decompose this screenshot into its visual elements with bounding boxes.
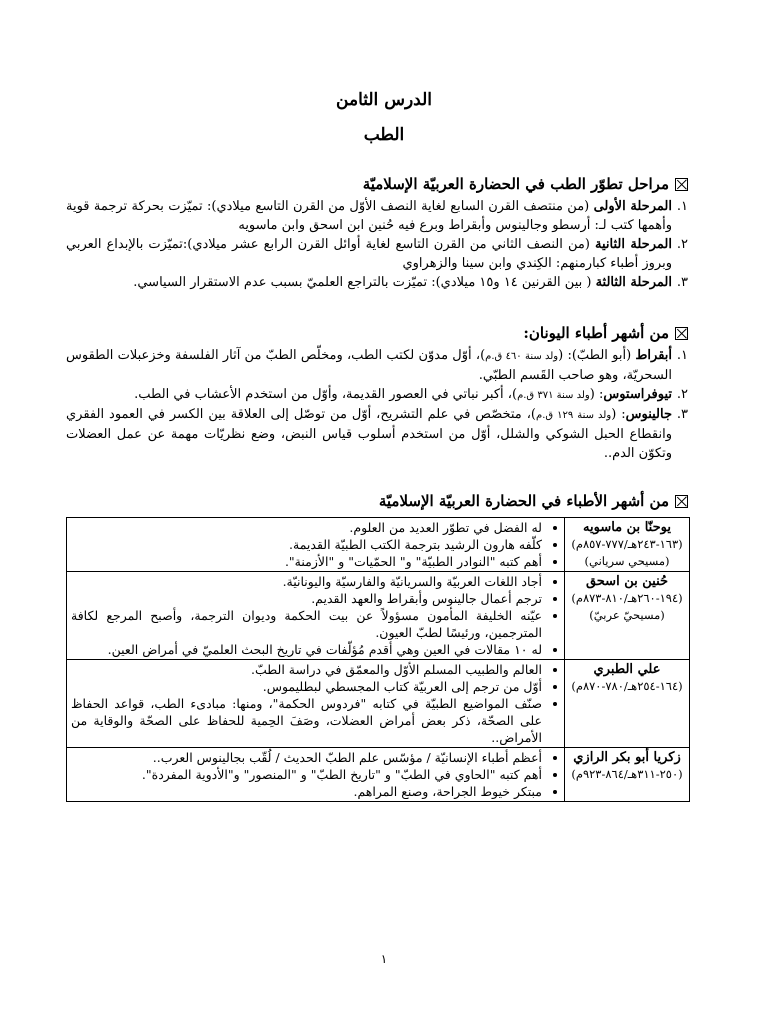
doctor-name: حُنين بن اسحق [585,574,669,589]
doctor-point: • ترجم أعمال جالينوس وأبقراط والعهد القديم. [71,590,542,607]
doctor-point: • أهم كتبه "الحاوي في الطبّ" و "تاريخ الطبّ" و "المنصور" و"الأدوية المفردة". [71,766,542,783]
list-item [66,273,688,292]
doctor-point: • له ١٠ مقالات في العين وهي أقدم مُؤلّفات في تاريخ البحث العلميّ في أمراض العين. [71,641,542,658]
table-row [67,748,690,802]
doctor-points-list [71,573,560,658]
section-heading: من أشهر الأطباء في الحضارة العربيّة الإسلاميّة [378,492,669,510]
doctor-name: علي الطبري [593,662,661,677]
item-birth-year: ولد سنة ١٢٩ ق.م [536,410,612,421]
item-text [66,385,672,405]
stages-list [66,197,688,292]
item-birth-year: ولد سنة ٣٧١ ق.م [517,390,590,401]
item-body: )، أوّل مدوّن لكتب الطب، ومخلّص الطبّ من آثار الفلسفة وخزعبلات الطقوس السحريّة، وهو صاحب القَسم الطبّي. [66,348,672,383]
section-stages [66,175,688,292]
item-body: (من منتصف القرن السابع لغاية النصف الأوّل من القرن التاسع ميلادي): تميّزت بحركة ترجمة قوية وأهمها كتب لـ: أرسطو وجالينوس وأبقراط وبرع فيه حُنين ابن اسحق وابن ماسويه [66,199,672,233]
doctor-dates: (١٩٤-٢٦٠هـ/٨١٠-٨٧٣م) (مسيحيّ عربيّ) [571,591,683,622]
section-heading: من أشهر أطباء اليونان: [523,324,669,342]
doctor-name-cell [565,518,690,572]
doctor-points-list [71,519,560,570]
section-greek-doctors [66,324,688,463]
item-body: ( بين القرنين ١٤ و١٥ ميلادي): تميّزت بالتراجع العلميّ بسبب عدم الاستقرار السياسي. [133,275,596,290]
doctor-points-list [71,661,560,746]
doctor-point: • عيّنه الخليفة المأمون مسؤولاً عن بيت الحكمة وديوان الترجمة، وأصبح المرجع لكافة المترجمين، ورئيسًا لطبّ العيون. [71,607,542,641]
item-number: ٢. [676,237,688,252]
doctor-dates: (١٦٤-٢٥٤هـ/٧٨٠-٨٧٠م) [571,679,683,693]
table-row [67,518,690,572]
doctor-point: • أجاد اللغات العربيّة والسريانيّة والفارسيّة واليونانيّة. [71,573,542,590]
doctor-dates: (١٦٣-٢٤٣هـ/٧٧٧-٨٥٧م) (مسيحي سرياني) [571,537,683,568]
page-number: ١ [380,952,388,966]
item-bold-label: جالينوس [625,407,672,422]
item-body: )، أكبر نباتي في العصور القديمة، وأوّل من استخدم الأعشاب في الطب. [134,387,518,402]
item-birth-year: ولد سنة ٤٦٠ ق.م [485,351,559,362]
item-bold-label: المرحلة الأولى [593,199,672,214]
item-text [66,235,672,273]
list-item [66,235,688,273]
item-bold-label: المرحلة الثالثة [595,275,672,290]
item-body: (من النصف الثاني من القرن التاسع لغاية أوائل القرن الرابع عشر ميلادي):تميّزت بالإبداع العربي وبروز أطباء كبارمنهم: الكِندي وابن سينا والزهراوي [66,237,672,271]
doctor-name-cell [565,572,690,660]
subject-title: الطب [363,125,405,145]
table-row [67,572,690,660]
item-text [66,405,672,463]
greek-doctors-list [66,346,688,463]
item-bold-label: تيوفراستوس [603,387,672,402]
item-pre: : ( [589,387,604,402]
doctor-dates: (٢٥٠-٣١١هـ/٨٦٤-٩٢٣م) [571,767,683,781]
doctor-name: زكريا أبو بكر الرازي [573,750,681,765]
doctor-points-cell [67,660,565,748]
doctor-point: • أعظم أطباء الإنسانيّة / مؤسّس علم الطبّ الحديث / لُقّب بجالينوس العرب.. [71,749,542,766]
list-item [66,405,688,463]
table-row [67,660,690,748]
item-number: ٣. [676,407,688,422]
doctor-name: يوحنّا بن ماسويه [583,520,671,535]
list-item [66,385,688,405]
doctor-point: • صنّف المواضيع الطبيّة في كتابه "فردوس الحكمة"، ومنها: مبادىء الطب، قواعد الحفاظ على الصحّة، ذكر بعض أمراض العضلات، وصَفَ الحِمية للحفاظ على الصحّة والوقاية من الأمراض.. [71,695,542,746]
checkbox-x-icon [675,327,688,340]
item-number: ١. [676,348,688,363]
doctor-name-cell [565,660,690,748]
item-text [66,346,672,385]
checkbox-x-icon [675,178,688,191]
doctor-name-cell [565,748,690,802]
item-pre: : ( [611,407,626,422]
doctor-points-list [71,749,560,800]
item-number: ٣. [676,275,688,290]
doctor-point: • أهم كتبه "النوادر الطبيّة" و" الحمّيات" و "الأزمنة". [71,553,542,570]
item-number: ٢. [676,387,688,402]
doctor-point: • كلّفه هارون الرشيد بترجمة الكتب الطبيّة القديمة. [71,536,542,553]
doctor-points-cell [67,518,565,572]
section-arab-doctors-heading [66,492,688,514]
list-item [66,346,688,385]
item-bold-label: أبقراط [635,348,673,363]
item-number: ١. [676,199,688,214]
doctor-point: • مبتكر خيوط الجراحة، وصنع المراهم. [71,783,542,800]
section-heading: مراحل تطوّر الطب في الحضارة العربيّة الإسلاميّة [362,175,669,193]
checkbox-x-icon [675,495,688,508]
arab-doctors-table [66,517,690,802]
item-body: )، متخصّص في علم التشريح، أوّل من توصّل إلى العلاقة بين الكسر في العمود الفقري وانقطاع الحبل الشوكي والشلل، أوّل من استخدم أسلوب قياس النبض، وضع نظريّات مهمة عن عمل العضلات وتكوّن الدم.. [66,407,672,461]
item-bold-label: المرحلة الثانية [594,237,672,252]
doctor-point: • أوّل من ترجم إلى العربيّة كتاب المجسطي لبطليموس. [71,678,542,695]
doctor-points-cell [67,748,565,802]
item-text [66,273,672,292]
list-item [66,197,688,235]
lesson-title: الدرس الثامن [336,90,432,110]
doctor-points-cell [67,572,565,660]
doctor-point: • له الفضل في تطوّر العديد من العلوم. [71,519,542,536]
doctor-point: • العالم والطبيب المسلم الأوّل والمعمّق في دراسة الطبّ. [71,661,542,678]
item-text [66,197,672,235]
item-pre: (أبو الطبّ): ( [558,348,636,363]
